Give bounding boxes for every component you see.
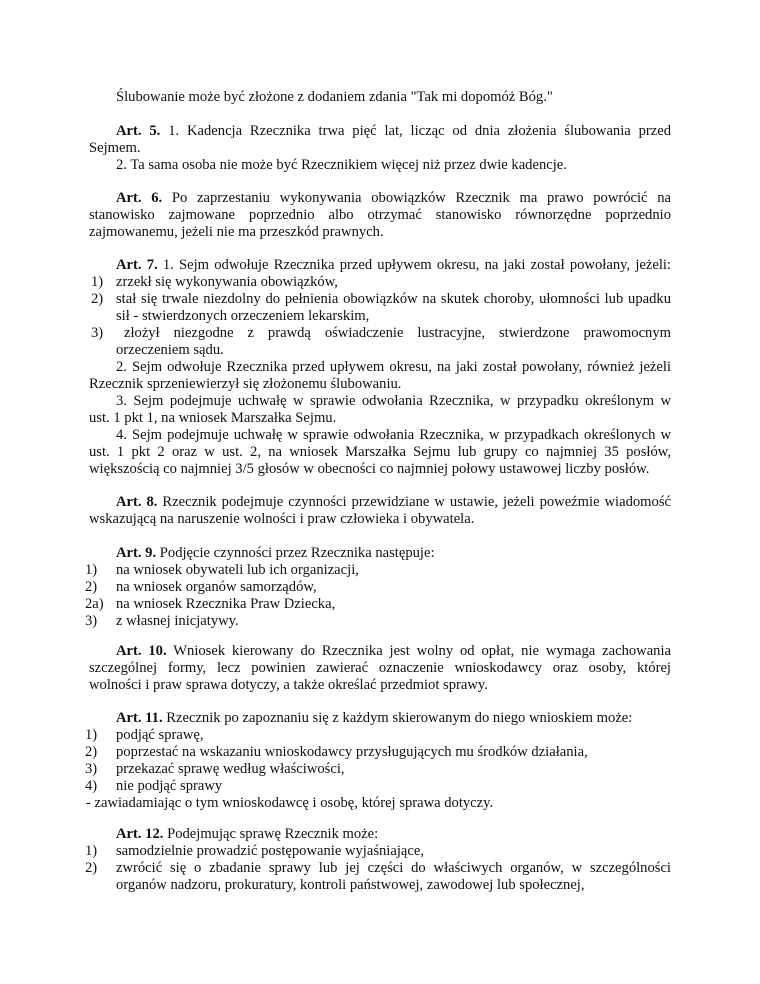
art7-par-3-line-2: ust. 1 pkt 1, na wniosek Marszałka Sejmu.	[89, 410, 337, 426]
art5-par-2: 2. Ta sama osoba nie może być Rzecznikiem więcej niż przez dwie kadencje.	[116, 157, 567, 173]
art7-par-2-line-1: 2. Sejm odwołuje Rzecznika przed upływem okresu, na jaki został powołany, również jeżeli	[116, 359, 671, 375]
art11-item-1-number: 1)	[85, 727, 98, 743]
art11-intro: Art. 11. Rzecznik po zapoznaniu się z każdym skierowanym do niego wnioskiem może:	[116, 710, 633, 726]
art9-item-2-text: na wniosek organów samorządów,	[116, 579, 317, 595]
art11-label: Art. 11.	[116, 710, 163, 726]
art8-label: Art. 8.	[116, 494, 158, 510]
art8-line-2: wskazującą na naruszenie wolności i praw człowieka i obywatela.	[89, 511, 475, 527]
art6-line-3: zajmowanemu, jeżeli nie ma przeszkód prawnych.	[89, 224, 384, 240]
art7-item-2-text-1: stał się trwale niezdolny do pełnienia obowiązków na skutek choroby, ułomności lub upadku	[116, 291, 671, 307]
art7-item-3-text-1: złożył niezgodne z prawdą oświadczenie lustracyjne, stwierdzone prawomocnym	[124, 325, 671, 341]
art7-item-1-number: 1)	[91, 274, 104, 290]
art12-item-2-number: 2)	[85, 860, 98, 876]
art7-label: Art. 7.	[116, 257, 158, 273]
art11-item-1-text: podjąć sprawę,	[116, 727, 204, 743]
art11-item-4-number: 4)	[85, 778, 98, 794]
art6-line-2: stanowisko zajmowane poprzednio albo otrzymać stanowisko równorzędne poprzednio	[89, 207, 671, 223]
art11-item-2-text: poprzestać na wskazaniu wnioskodawcy przysługujących mu środków działania,	[116, 744, 588, 760]
art7-par-4-line-1: 4. Sejm podejmuje uchwałę w sprawie odwołania Rzecznika, w przypadkach określonych w	[116, 427, 671, 443]
art12-item-2-text-2: organów nadzoru, prokuratury, kontroli państwowej, zawodowej lub społecznej,	[116, 877, 585, 893]
art7-par-4-line-2: ust. 1 pkt 2 oraz w ust. 2, na wniosek Marszałka Sejmu lub grupy co najmniej 35 posłów,	[89, 444, 671, 460]
art10-label: Art. 10.	[116, 643, 167, 659]
art9-item-1-text: na wniosek obywateli lub ich organizacji,	[116, 562, 359, 578]
art9-item-2a-number: 2a)	[85, 596, 104, 612]
art6-label: Art. 6.	[116, 190, 163, 206]
art10-line-1: Art. 10. Wniosek kierowany do Rzecznika jest wolny od opłat, nie wymaga zachowania	[116, 643, 672, 659]
art7-item-2-number: 2)	[91, 291, 104, 307]
art7-item-3-number: 3)	[91, 325, 104, 341]
art11-item-4-text: nie podjąć sprawy	[116, 778, 223, 794]
art11-item-3-number: 3)	[85, 761, 98, 777]
art5-line-1: Art. 5. 1. Kadencja Rzecznika trwa pięć lat, licząc od dnia złożenia ślubowania przed	[116, 123, 672, 139]
art9-item-2a-text: na wniosek Rzecznika Praw Dziecka,	[116, 596, 336, 612]
art5-label: Art. 5.	[116, 123, 161, 139]
art9-item-2-number: 2)	[85, 579, 98, 595]
art7-item-3-text-2: orzeczeniem sądu.	[116, 342, 224, 358]
art9-item-3-text: z własnej inicjatywy.	[116, 613, 239, 629]
art12-item-2-text-1: zwrócić się o zbadanie sprawy lub jej części do właściwych organów, w szczególności	[116, 860, 671, 876]
art6-line-1: Art. 6. Po zaprzestaniu wykonywania obowiązków Rzecznik ma prawo powrócić na	[116, 190, 672, 206]
art11-item-3-text: przekazać sprawę według właściwości,	[116, 761, 345, 777]
art7-item-1-text: zrzekł się wykonywania obowiązków,	[116, 274, 338, 290]
art5-line-2: Sejmem.	[89, 140, 141, 156]
art11-closing: - zawiadamiając o tym wnioskodawcę i osobę, której sprawa dotyczy.	[86, 795, 494, 811]
art11-item-2-number: 2)	[85, 744, 98, 760]
art9-item-1-number: 1)	[85, 562, 98, 578]
art8-line-1: Art. 8. Rzecznik podejmuje czynności przewidziane w ustawie, jeżeli poweźmie wiadomość	[116, 494, 671, 510]
art12-item-1-number: 1)	[85, 843, 98, 859]
art7-par-3-line-1: 3. Sejm podejmuje uchwałę w sprawie odwołania Rzecznika, w przypadku określonym w	[116, 393, 671, 409]
art10-line-3: wolności i praw sprawa dotyczy, a także określać przedmiot sprawy.	[89, 677, 488, 693]
art7-par-2-line-2: Rzecznik sprzeniewierzył się złożonemu ślubowaniu.	[89, 376, 402, 392]
art9-item-3-number: 3)	[85, 613, 98, 629]
art12-intro: Art. 12. Podejmując sprawę Rzecznik może:	[116, 826, 379, 842]
art9-label: Art. 9.	[116, 545, 157, 561]
art10-line-2: szczególnej formy, lecz powinien zawierać oznaczenie wnioskodawcy oraz osoby, której	[89, 660, 671, 676]
art12-label: Art. 12.	[116, 826, 164, 842]
art7-item-2-text-2: sił - stwierdzonych orzeczeniem lekarskim,	[116, 308, 370, 324]
oath-paragraph: Ślubowanie może być złożone z dodaniem zdania "Tak mi dopomóż Bóg."	[116, 89, 553, 105]
art7-intro: Art. 7. 1. Sejm odwołuje Rzecznika przed upływem okresu, na jaki został powołany, jeżeli:	[116, 257, 671, 273]
art9-intro: Art. 9. Podjęcie czynności przez Rzecznika następuje:	[116, 545, 435, 561]
art12-item-1-text: samodzielnie prowadzić postępowanie wyjaśniające,	[116, 843, 424, 859]
art7-par-4-line-3: większością co najmniej 3/5 głosów w obecności co najmniej połowy ustawowej liczby posłów.	[89, 461, 650, 477]
